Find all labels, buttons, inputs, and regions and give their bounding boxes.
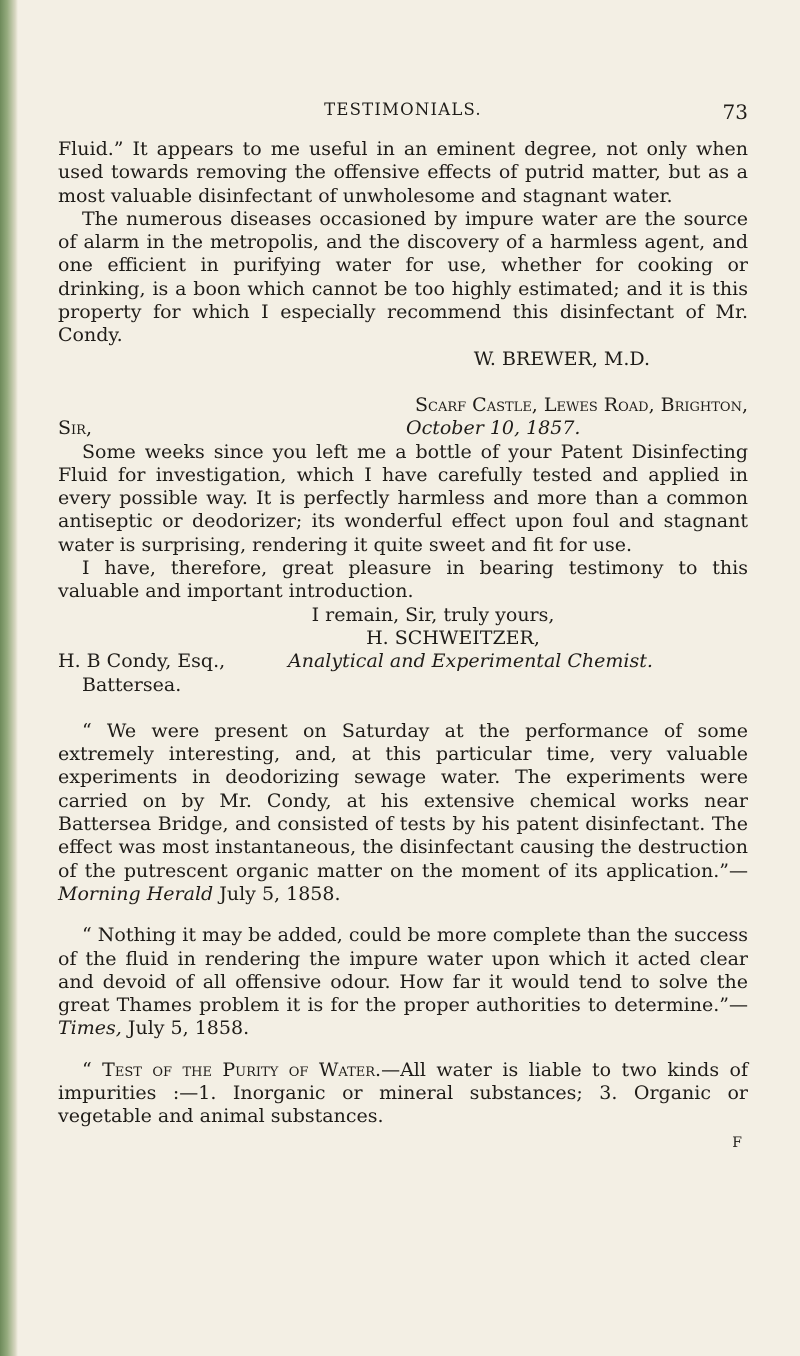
letter2-date: October 10, 1857.: [406, 417, 581, 440]
document-page: [58, 100, 748, 1153]
letter2-closing: I remain, Sir, truly yours,: [311, 603, 555, 626]
section-paragraph: [58, 1059, 748, 1129]
letter2-addressee: H. B Condy, Esq.,: [58, 650, 226, 673]
letter2-addressee-line: [58, 650, 748, 673]
quote2-paragraph: [58, 924, 748, 1040]
quote2-date: July 5, 1858.: [121, 1017, 250, 1040]
book-spine-edge: [0, 0, 18, 1356]
page-header: [58, 100, 748, 138]
letter2-salutation-line: [58, 417, 748, 440]
letter2-address: Scarf Castle, Lewes Road, Brighton,: [414, 393, 748, 416]
letter2-paragraph-1: Some weeks since you left me a bottle of your Patent Disinfecting Fluid for investigation, which I have carefully tested and applied in every possible way. It is perfectly harmless and more than a common antiseptic or deodorizer; its wonderful effect upon foul and stagnant water is surprising, rendering it quite sweet and fit for use.: [58, 440, 748, 556]
letter2-signature: H. SCHWEITZER,: [366, 626, 540, 649]
quote1-source: Morning Herald: [58, 882, 214, 905]
section-heading: “ Test of the Purity of Water.: [82, 1058, 382, 1081]
quote1-date: July 5, 1858.: [219, 882, 341, 905]
letter2-title: Analytical and Experimental Chemist.: [288, 650, 653, 673]
page-number: 73: [722, 100, 748, 124]
running-title: TESTIMONIALS.: [324, 100, 482, 119]
quote1-text: “ We were present on Saturday at the performance of some extremely interesting, and, at this particular time, very valuable experiments in deodorizing sewage water. The experiments were carried on by Mr. Condy, at his extensive chemical works near Battersea Bridge, and consisted of tests by his patent disinfectant. The effect was most instantaneous, the disinfectant causing the destruction of the putrescent organic matter on the moment of its application.”—: [58, 719, 748, 882]
quote2-source: Times,: [58, 1017, 122, 1040]
letter2-addressee-place: Battersea.: [82, 673, 182, 696]
letter2-paragraph-2: I have, therefore, great pleasure in bearing testimony to this valuable and important introduction.: [58, 557, 748, 603]
quote1-paragraph: [58, 720, 748, 906]
letter2-address-line: [58, 394, 748, 417]
signature-mark-line: [58, 1129, 748, 1153]
letter1-paragraph-2: The numerous diseases occasioned by impure water are the source of alarm in the metropolis, and the discovery of a harmless agent, and one efficient in purifying water for use, whether for cooking or drinking, is a boon which cannot be too highly estimated; and it is this property for which I especially recommend this disinfectant of Mr. Condy.: [58, 207, 748, 347]
letter2-salutation: Sir,: [58, 417, 92, 440]
section-text: —All water is liable to two kinds of impurities :—1. Inorganic or mineral substances; 3. Organic or vegetable and animal substances.: [58, 1058, 748, 1128]
quote2-text: “ Nothing it may be added, could be more complete than the success of the fluid in rendering the impure water upon which it acted clear and devoid of all offensive odour. How far it would tend to solve the great Thames problem it is for the proper authorities to determine.”—: [58, 924, 748, 1017]
signature-mark: F: [732, 1134, 742, 1151]
letter1-signature: W. BREWER, M.D.: [473, 347, 650, 370]
letter1-paragraph-1: Fluid.” It appears to me useful in an eminent degree, not only when used towards removing the offensive effects of putrid matter, but as a most valuable disinfectant of unwholesome and stagnant water.: [58, 138, 748, 207]
